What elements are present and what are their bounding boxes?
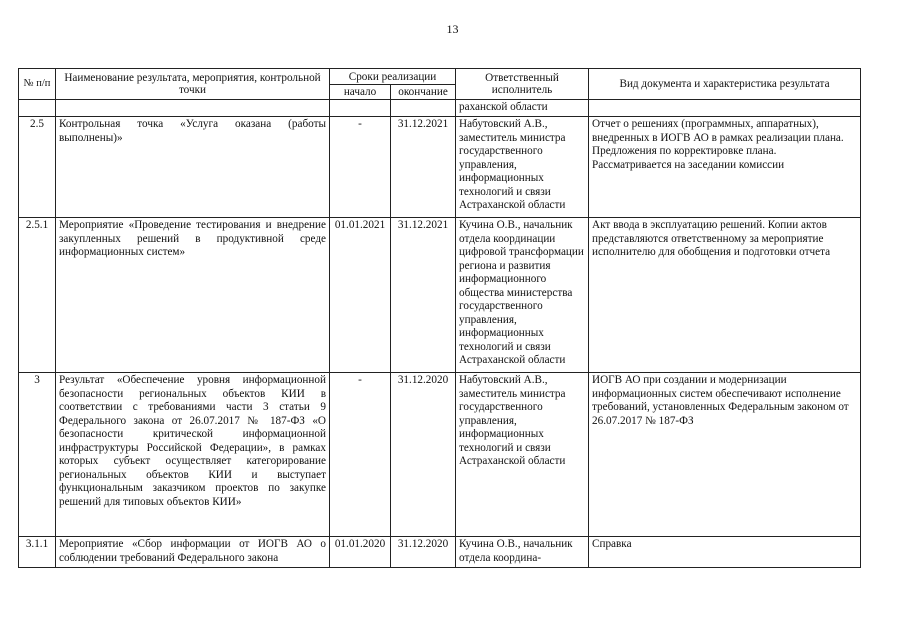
table-row bbox=[19, 218, 861, 373]
cell-start: - bbox=[330, 373, 391, 537]
cell-name: Контрольная точка «Услуга оказана (работы выполнены)» bbox=[56, 117, 330, 218]
cell-name: Результат «Обеспечение уровня информационной безопасности региональных объектов КИИ в соответствии с требованиями части 3 статьи 9 Федерального закона от 26.07.2017 № 187-ФЗ «О безопасности критической информационной инфраструктуры Российской Федерации», в рамках которых субъект осуществляет категорирование региональных объектов КИИ и выступает функциональным заказчиком проектов по закупке решений для типовых объектов КИИ» bbox=[56, 373, 330, 537]
cell-responsible: Кучина О.В., начальник отдела координации цифровой трансформации региона и развития информационного общества министерства государственного управления, информационных технологий и связи Астраханской области bbox=[456, 218, 589, 373]
plan-table bbox=[18, 68, 861, 568]
cell-num: 3.1.1 bbox=[19, 537, 56, 568]
cell-document: ИОГВ АО при создании и модернизации информационных систем обеспечивают исполнение требований, установленных Федеральным законом от 26.07.2017 № 187-ФЗ bbox=[589, 373, 861, 537]
cell-responsible: Набутовский А.В., заместитель министра государственного управления, информационных технологий и связи Астраханской области bbox=[456, 373, 589, 537]
header-start: начало bbox=[330, 85, 391, 100]
cell-responsible: Кучина О.В., начальник отдела координа- bbox=[459, 538, 573, 564]
cell-end: 31.12.2020 bbox=[391, 537, 456, 568]
cell-num: 2.5.1 bbox=[19, 218, 56, 373]
cell-end: 31.12.2021 bbox=[391, 117, 456, 218]
table-row bbox=[19, 373, 861, 537]
cell-num: 2.5 bbox=[19, 117, 56, 218]
cell-num: 3 bbox=[19, 373, 56, 537]
continuation-row bbox=[19, 100, 861, 117]
header-num: № п/п bbox=[19, 69, 56, 100]
cell-end: 31.12.2021 bbox=[391, 218, 456, 373]
header-end: окончание bbox=[391, 85, 456, 100]
cell-name: Мероприятие «Проведение тестирования и внедрение закупленных решений в продуктивной среде информационных систем» bbox=[56, 218, 330, 373]
header-responsible: Ответственный исполнитель bbox=[456, 69, 589, 100]
cell-document: Акт ввода в эксплуатацию решений. Копии актов представляются ответственному за мероприятие исполнителю для обобщения и подготовки отчета bbox=[589, 218, 861, 373]
cell-start: 01.01.2020 bbox=[330, 537, 391, 568]
header-document: Вид документа и характеристика результата bbox=[589, 69, 861, 100]
cell-start: 01.01.2021 bbox=[330, 218, 391, 373]
table-row bbox=[19, 537, 861, 568]
cell-start: - bbox=[330, 117, 391, 218]
cell-name: Мероприятие «Сбор информации от ИОГВ АО о соблюдении требований Федерального закона bbox=[59, 538, 326, 564]
header-name: Наименование результата, мероприятия, контрольной точки bbox=[56, 69, 330, 100]
cell-document: Справка bbox=[589, 537, 861, 568]
cell-responsible: Набутовский А.В., заместитель министра государственного управления, информационных технологий и связи Астраханской области bbox=[456, 117, 589, 218]
cell-end: 31.12.2020 bbox=[391, 373, 456, 537]
page-number: 13 bbox=[446, 22, 459, 36]
cell-responsible: раханской области bbox=[456, 100, 589, 117]
table-header-row bbox=[19, 69, 861, 85]
table-row bbox=[19, 117, 861, 218]
header-terms: Сроки реализации bbox=[330, 69, 456, 85]
cell-document: Отчет о решениях (программных, аппаратных), внедренных в ИОГВ АО в рамках реализации плана. Предложения по корректировке плана. Рассматривается на заседании комиссии bbox=[589, 117, 861, 218]
